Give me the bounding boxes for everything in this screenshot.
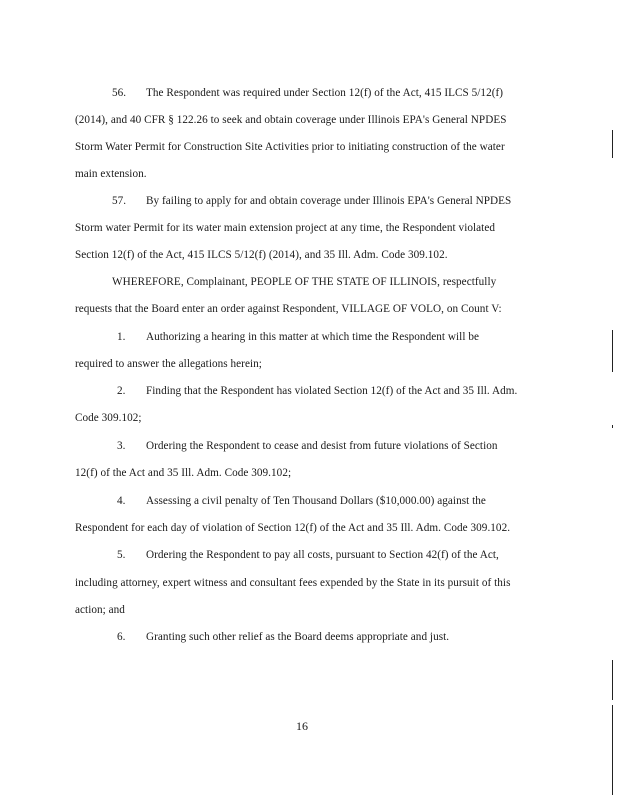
prayer-item-1-line-2: required to answer the allegations herein; — [75, 358, 262, 370]
item-number: 3. — [117, 440, 126, 452]
prayer-item-4-line-1: 4. Assessing a civil penalty of Ten Thousand Dollars ($10,000.00) against the — [117, 495, 486, 507]
paragraph-56-line-2: (2014), and 40 CFR § 122.26 to seek and obtain coverage under Illinois EPA's General NPDES — [75, 114, 507, 126]
item-number: 5. — [117, 549, 126, 561]
prayer-item-6-line-1: 6. Granting such other relief as the Board deems appropriate and just. — [117, 631, 450, 643]
prayer-item-3-line-1: 3. Ordering the Respondent to cease and desist from future violations of Section — [117, 440, 498, 452]
paragraph-57-line-1: 57. By failing to apply for and obtain coverage under Illinois EPA's General NPDES — [112, 195, 512, 207]
paragraph-number: 56. — [112, 87, 127, 99]
paragraph-56-line-1: 56. The Respondent was required under Section 12(f) of the Act, 415 ILCS 5/12(f) — [112, 87, 504, 99]
item-number: 6. — [117, 631, 126, 643]
paragraph-56-line-4: main extension. — [75, 168, 147, 180]
wherefore-line-1: WHEREFORE, Complainant, PEOPLE OF THE STATE OF ILLINOIS, respectfully — [112, 276, 497, 288]
paragraph-57-line-2: Storm water Permit for its water main extension project at any time, the Respondent violated — [75, 222, 495, 234]
scan-mark — [612, 130, 613, 158]
scan-mark — [612, 425, 613, 428]
paragraph-56-line-3: Storm Water Permit for Construction Site Activities prior to initiating construction of the water — [75, 141, 505, 153]
scan-mark — [612, 705, 613, 795]
prayer-item-3-line-2: 12(f) of the Act and 35 Ill. Adm. Code 309.102; — [75, 467, 292, 479]
prayer-item-2-line-2: Code 309.102; — [75, 412, 142, 424]
item-number: 2. — [117, 385, 126, 397]
paragraph-57-line-3: Section 12(f) of the Act, 415 ILCS 5/12(f) (2014), and 35 Ill. Adm. Code 309.102. — [75, 249, 448, 261]
wherefore-line-2: requests that the Board enter an order against Respondent, VILLAGE OF VOLO, on Count V: — [75, 303, 502, 315]
scan-mark — [612, 330, 613, 372]
item-number: 4. — [117, 495, 126, 507]
prayer-item-5-line-2: including attorney, expert witness and consultant fees expended by the State in its pursuit of this — [75, 577, 511, 589]
scan-mark — [612, 660, 613, 700]
paragraph-number: 57. — [112, 195, 127, 207]
prayer-item-5-line-1: 5. Ordering the Respondent to pay all costs, pursuant to Section 42(f) of the Act, — [117, 549, 499, 561]
page-number: 16 — [296, 719, 308, 733]
prayer-item-4-line-2: Respondent for each day of violation of Section 12(f) of the Act and 35 Ill. Adm. Code 309.102. — [75, 522, 511, 534]
item-number: 1. — [117, 331, 126, 343]
prayer-item-5-line-3: action; and — [75, 604, 125, 616]
prayer-item-2-line-1: 2. Finding that the Respondent has violated Section 12(f) of the Act and 35 Ill. Adm. — [117, 385, 518, 397]
prayer-item-1-line-1: 1. Authorizing a hearing in this matter at which time the Respondent will be — [117, 331, 479, 343]
